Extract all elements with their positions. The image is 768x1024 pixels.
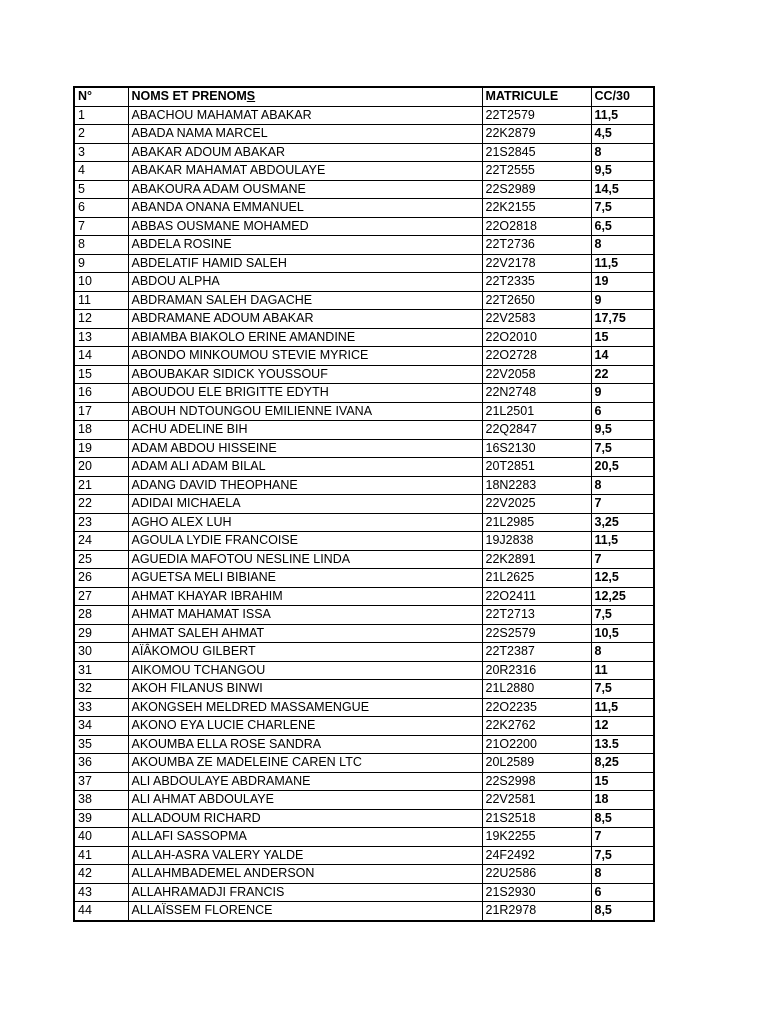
matricule: 22T2387 bbox=[482, 643, 591, 662]
matricule: 21S2930 bbox=[482, 883, 591, 902]
row-num: 34 bbox=[74, 717, 128, 736]
table-row bbox=[74, 106, 654, 125]
table-row bbox=[74, 310, 654, 329]
row-num: 13 bbox=[74, 328, 128, 347]
student-name: AGHO ALEX LUH bbox=[128, 513, 482, 532]
row-num: 39 bbox=[74, 809, 128, 828]
row-num: 29 bbox=[74, 624, 128, 643]
student-name: AHMAT MAHAMAT ISSA bbox=[128, 606, 482, 625]
cc-score: 9,5 bbox=[591, 162, 654, 181]
row-num: 41 bbox=[74, 846, 128, 865]
table-row bbox=[74, 384, 654, 403]
matricule: 22O2411 bbox=[482, 587, 591, 606]
table-row bbox=[74, 347, 654, 366]
row-num: 26 bbox=[74, 569, 128, 588]
student-name: ABDOU ALPHA bbox=[128, 273, 482, 292]
row-num: 5 bbox=[74, 180, 128, 199]
cc-score: 22 bbox=[591, 365, 654, 384]
grades-body bbox=[74, 106, 654, 921]
cc-score: 12,25 bbox=[591, 587, 654, 606]
table-row bbox=[74, 661, 654, 680]
table-row bbox=[74, 680, 654, 699]
cc-score: 6 bbox=[591, 402, 654, 421]
row-num: 18 bbox=[74, 421, 128, 440]
cc-score: 7,5 bbox=[591, 846, 654, 865]
matricule: 22N2748 bbox=[482, 384, 591, 403]
matricule: 22T2736 bbox=[482, 236, 591, 255]
cc-score: 14,5 bbox=[591, 180, 654, 199]
matricule: 22V2581 bbox=[482, 791, 591, 810]
student-name: ALLAH-ASRA VALERY YALDE bbox=[128, 846, 482, 865]
cc-score: 8 bbox=[591, 143, 654, 162]
cc-score: 9 bbox=[591, 291, 654, 310]
student-name: AGUETSA MELI BIBIANE bbox=[128, 569, 482, 588]
row-num: 11 bbox=[74, 291, 128, 310]
student-name: ABADA NAMA MARCEL bbox=[128, 125, 482, 144]
table-row bbox=[74, 754, 654, 773]
student-name: ADAM ABDOU HISSEINE bbox=[128, 439, 482, 458]
row-num: 25 bbox=[74, 550, 128, 569]
row-num: 40 bbox=[74, 828, 128, 847]
row-num: 22 bbox=[74, 495, 128, 514]
row-num: 37 bbox=[74, 772, 128, 791]
cc-score: 3,25 bbox=[591, 513, 654, 532]
cc-score: 18 bbox=[591, 791, 654, 810]
student-name: AKOUMBA ZE MADELEINE CAREN LTC bbox=[128, 754, 482, 773]
student-name: AHMAT KHAYAR IBRAHIM bbox=[128, 587, 482, 606]
table-row bbox=[74, 180, 654, 199]
table-row bbox=[74, 513, 654, 532]
cc-score: 8 bbox=[591, 476, 654, 495]
table-row bbox=[74, 587, 654, 606]
row-num: 42 bbox=[74, 865, 128, 884]
student-name: AGOULA LYDIE FRANCOISE bbox=[128, 532, 482, 551]
row-num: 16 bbox=[74, 384, 128, 403]
matricule: 22O2818 bbox=[482, 217, 591, 236]
student-name: AKOH FILANUS BINWI bbox=[128, 680, 482, 699]
row-num: 27 bbox=[74, 587, 128, 606]
cc-score: 15 bbox=[591, 772, 654, 791]
cc-score: 11,5 bbox=[591, 106, 654, 125]
row-num: 38 bbox=[74, 791, 128, 810]
student-name: ALLAÏSSEM FLORENCE bbox=[128, 902, 482, 921]
grades-table bbox=[73, 86, 655, 922]
row-num: 9 bbox=[74, 254, 128, 273]
table-row bbox=[74, 809, 654, 828]
cc-score: 11,5 bbox=[591, 532, 654, 551]
cc-score: 9 bbox=[591, 384, 654, 403]
matricule: 22V2178 bbox=[482, 254, 591, 273]
cc-score: 17,75 bbox=[591, 310, 654, 329]
cc-score: 7 bbox=[591, 495, 654, 514]
row-num: 17 bbox=[74, 402, 128, 421]
cc-score: 8,25 bbox=[591, 754, 654, 773]
table-row bbox=[74, 791, 654, 810]
row-num: 23 bbox=[74, 513, 128, 532]
row-num: 32 bbox=[74, 680, 128, 699]
row-num: 14 bbox=[74, 347, 128, 366]
table-row bbox=[74, 569, 654, 588]
matricule: 22T2713 bbox=[482, 606, 591, 625]
table-row bbox=[74, 143, 654, 162]
table-row bbox=[74, 717, 654, 736]
table-row bbox=[74, 199, 654, 218]
cc-score: 10,5 bbox=[591, 624, 654, 643]
table-row bbox=[74, 550, 654, 569]
cc-score: 8 bbox=[591, 643, 654, 662]
table-row bbox=[74, 125, 654, 144]
matricule: 21L2625 bbox=[482, 569, 591, 588]
row-num: 3 bbox=[74, 143, 128, 162]
cc-score: 8 bbox=[591, 236, 654, 255]
student-name: AGUEDIA MAFOTOU NESLINE LINDA bbox=[128, 550, 482, 569]
matricule: 22O2235 bbox=[482, 698, 591, 717]
matricule: 22K2891 bbox=[482, 550, 591, 569]
table-row bbox=[74, 365, 654, 384]
matricule: 22U2586 bbox=[482, 865, 591, 884]
row-num: 1 bbox=[74, 106, 128, 125]
table-row bbox=[74, 624, 654, 643]
matricule: 22Q2847 bbox=[482, 421, 591, 440]
table-row bbox=[74, 162, 654, 181]
row-num: 31 bbox=[74, 661, 128, 680]
table-row bbox=[74, 254, 654, 273]
student-name: ABAKAR ADOUM ABAKAR bbox=[128, 143, 482, 162]
matricule: 22T2555 bbox=[482, 162, 591, 181]
table-row bbox=[74, 698, 654, 717]
matricule: 19K2255 bbox=[482, 828, 591, 847]
matricule: 22O2728 bbox=[482, 347, 591, 366]
student-name: ABDELA ROSINE bbox=[128, 236, 482, 255]
row-num: 7 bbox=[74, 217, 128, 236]
cc-score: 8,5 bbox=[591, 809, 654, 828]
student-name: ADIDAI MICHAELA bbox=[128, 495, 482, 514]
row-num: 33 bbox=[74, 698, 128, 717]
matricule: 21O2200 bbox=[482, 735, 591, 754]
row-num: 15 bbox=[74, 365, 128, 384]
cc-score: 7,5 bbox=[591, 680, 654, 699]
matricule: 20T2851 bbox=[482, 458, 591, 477]
student-name: ALLAFI SASSOPMA bbox=[128, 828, 482, 847]
cc-score: 12,5 bbox=[591, 569, 654, 588]
student-name: ALLAHMBADEMEL ANDERSON bbox=[128, 865, 482, 884]
cc-score: 19 bbox=[591, 273, 654, 292]
cc-score: 11 bbox=[591, 661, 654, 680]
student-name: ALI AHMAT ABDOULAYE bbox=[128, 791, 482, 810]
student-name: AIKOMOU TCHANGOU bbox=[128, 661, 482, 680]
table-row bbox=[74, 421, 654, 440]
row-num: 19 bbox=[74, 439, 128, 458]
table-row bbox=[74, 402, 654, 421]
cc-score: 6,5 bbox=[591, 217, 654, 236]
student-name: AKONGSEH MELDRED MASSAMENGUE bbox=[128, 698, 482, 717]
row-num: 24 bbox=[74, 532, 128, 551]
table-row bbox=[74, 532, 654, 551]
cc-score: 7 bbox=[591, 550, 654, 569]
student-name: ABONDO MINKOUMOU STEVIE MYRICE bbox=[128, 347, 482, 366]
matricule: 22K2879 bbox=[482, 125, 591, 144]
matricule: 21S2845 bbox=[482, 143, 591, 162]
student-name: ABAKOURA ADAM OUSMANE bbox=[128, 180, 482, 199]
table-header-row bbox=[74, 87, 654, 106]
matricule: 21L2985 bbox=[482, 513, 591, 532]
student-name: ABDRAMANE ADOUM ABAKAR bbox=[128, 310, 482, 329]
header-num: N° bbox=[74, 87, 128, 106]
matricule: 18N2283 bbox=[482, 476, 591, 495]
matricule: 22S2989 bbox=[482, 180, 591, 199]
row-num: 28 bbox=[74, 606, 128, 625]
matricule: 22K2762 bbox=[482, 717, 591, 736]
row-num: 35 bbox=[74, 735, 128, 754]
student-name: ABOUBAKAR SIDICK YOUSSOUF bbox=[128, 365, 482, 384]
matricule: 21S2518 bbox=[482, 809, 591, 828]
cc-score: 20,5 bbox=[591, 458, 654, 477]
student-name: ALLADOUM RICHARD bbox=[128, 809, 482, 828]
row-num: 20 bbox=[74, 458, 128, 477]
matricule: 20R2316 bbox=[482, 661, 591, 680]
student-name: ACHU ADELINE BIH bbox=[128, 421, 482, 440]
header-name: NOMS ET PRENOMS bbox=[128, 87, 482, 106]
matricule: 21L2501 bbox=[482, 402, 591, 421]
table-row bbox=[74, 902, 654, 921]
matricule: 22V2025 bbox=[482, 495, 591, 514]
cc-score: 8,5 bbox=[591, 902, 654, 921]
row-num: 43 bbox=[74, 883, 128, 902]
matricule: 19J2838 bbox=[482, 532, 591, 551]
table-row bbox=[74, 846, 654, 865]
student-name: ABDRAMAN SALEH DAGACHE bbox=[128, 291, 482, 310]
matricule: 22V2583 bbox=[482, 310, 591, 329]
table-row bbox=[74, 291, 654, 310]
cc-score: 12 bbox=[591, 717, 654, 736]
matricule: 22T2650 bbox=[482, 291, 591, 310]
matricule: 22T2579 bbox=[482, 106, 591, 125]
cc-score: 11,5 bbox=[591, 254, 654, 273]
student-name: ABOUDOU ELE BRIGITTE EDYTH bbox=[128, 384, 482, 403]
matricule: 22S2998 bbox=[482, 772, 591, 791]
row-num: 4 bbox=[74, 162, 128, 181]
student-name: AKOUMBA ELLA ROSE SANDRA bbox=[128, 735, 482, 754]
student-name: ABDELATIF HAMID SALEH bbox=[128, 254, 482, 273]
cc-score: 7 bbox=[591, 828, 654, 847]
table-row bbox=[74, 643, 654, 662]
matricule: 22S2579 bbox=[482, 624, 591, 643]
matricule: 22V2058 bbox=[482, 365, 591, 384]
table-row bbox=[74, 495, 654, 514]
cc-score: 8 bbox=[591, 865, 654, 884]
student-name: ABOUH NDTOUNGOU EMILIENNE IVANA bbox=[128, 402, 482, 421]
student-name: ALLAHRAMADJI FRANCIS bbox=[128, 883, 482, 902]
row-num: 36 bbox=[74, 754, 128, 773]
row-num: 6 bbox=[74, 199, 128, 218]
row-num: 21 bbox=[74, 476, 128, 495]
cc-score: 7,5 bbox=[591, 199, 654, 218]
matricule: 20L2589 bbox=[482, 754, 591, 773]
student-name: ALI ABDOULAYE ABDRAMANE bbox=[128, 772, 482, 791]
table-row bbox=[74, 606, 654, 625]
matricule: 22O2010 bbox=[482, 328, 591, 347]
table-row bbox=[74, 217, 654, 236]
table-row bbox=[74, 476, 654, 495]
cc-score: 6 bbox=[591, 883, 654, 902]
cc-score: 14 bbox=[591, 347, 654, 366]
cc-score: 13.5 bbox=[591, 735, 654, 754]
table-row bbox=[74, 273, 654, 292]
matricule: 21R2978 bbox=[482, 902, 591, 921]
table-row bbox=[74, 865, 654, 884]
table-row bbox=[74, 439, 654, 458]
student-name: ABANDA ONANA EMMANUEL bbox=[128, 199, 482, 218]
cc-score: 15 bbox=[591, 328, 654, 347]
row-num: 8 bbox=[74, 236, 128, 255]
student-name: ADANG DAVID THEOPHANE bbox=[128, 476, 482, 495]
matricule: 21L2880 bbox=[482, 680, 591, 699]
student-name: AKONO EYA LUCIE CHARLENE bbox=[128, 717, 482, 736]
table-row bbox=[74, 772, 654, 791]
header-cc: CC/30 bbox=[591, 87, 654, 106]
table-row bbox=[74, 458, 654, 477]
student-name: ABIAMBA BIAKOLO ERINE AMANDINE bbox=[128, 328, 482, 347]
cc-score: 4,5 bbox=[591, 125, 654, 144]
row-num: 12 bbox=[74, 310, 128, 329]
row-num: 10 bbox=[74, 273, 128, 292]
matricule: 16S2130 bbox=[482, 439, 591, 458]
cc-score: 9,5 bbox=[591, 421, 654, 440]
table-row bbox=[74, 735, 654, 754]
cc-score: 11,5 bbox=[591, 698, 654, 717]
table-row bbox=[74, 828, 654, 847]
student-name: AHMAT SALEH AHMAT bbox=[128, 624, 482, 643]
table-row bbox=[74, 883, 654, 902]
header-name-underlined-letter: S bbox=[246, 89, 256, 104]
row-num: 2 bbox=[74, 125, 128, 144]
table-row bbox=[74, 236, 654, 255]
student-name: ABBAS OUSMANE MOHAMED bbox=[128, 217, 482, 236]
student-name: ABAKAR MAHAMAT ABDOULAYE bbox=[128, 162, 482, 181]
table-row bbox=[74, 328, 654, 347]
matricule: 22K2155 bbox=[482, 199, 591, 218]
cc-score: 7,5 bbox=[591, 439, 654, 458]
matricule: 24F2492 bbox=[482, 846, 591, 865]
student-name: ABACHOU MAHAMAT ABAKAR bbox=[128, 106, 482, 125]
row-num: 44 bbox=[74, 902, 128, 921]
row-num: 30 bbox=[74, 643, 128, 662]
header-matricule: MATRICULE bbox=[482, 87, 591, 106]
matricule: 22T2335 bbox=[482, 273, 591, 292]
student-name: ADAM ALI ADAM BILAL bbox=[128, 458, 482, 477]
cc-score: 7,5 bbox=[591, 606, 654, 625]
student-name: AÏÂKOMOU GILBERT bbox=[128, 643, 482, 662]
